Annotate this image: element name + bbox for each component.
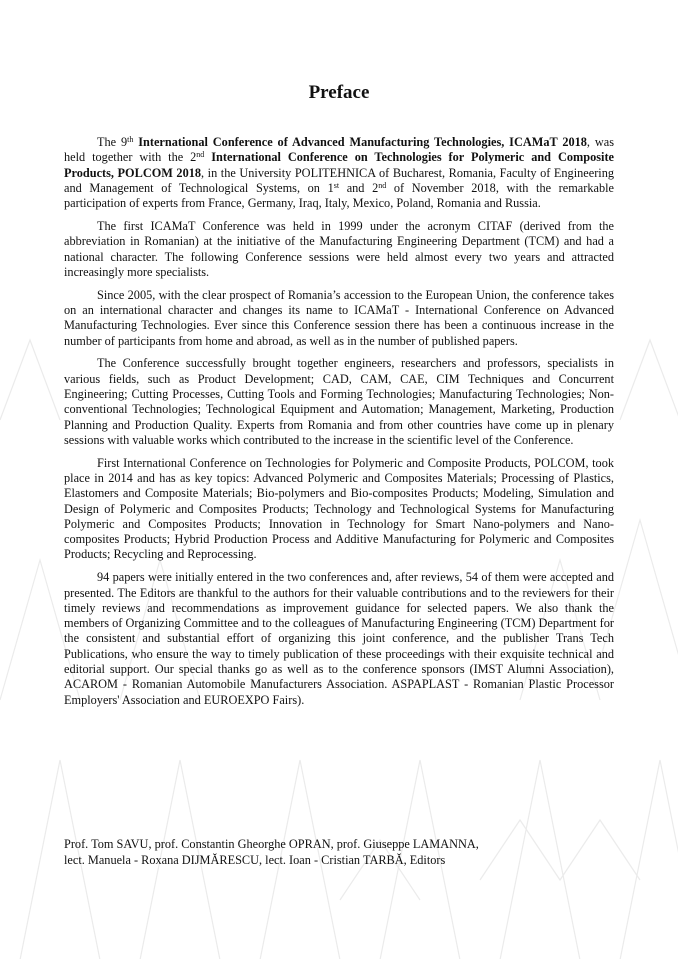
signature-line-1: Prof. Tom SAVU, prof. Constantin Gheorghe OPRAN, prof. Giuseppe LAMANNA, bbox=[64, 837, 479, 851]
preface-body bbox=[64, 135, 614, 715]
paragraph-international-character: Since 2005, with the clear prospect of Romania’s accession to the European Union, the conference takes on an international character and changes its name to ICAMaT - International Conference on Advanced Manufacturing Technologies. Ever since this Conference session there has been a continuous increase in the number of participants from home and abroad, as well as in the number of published papers. bbox=[64, 287, 614, 348]
text-segment: of November 2018, with the remarkable participation of experts from France, Germany, Iraq, Italy, Mexico, Poland, Romania and Russia. bbox=[64, 180, 614, 211]
paragraph-acknowledgements: 94 papers were initially entered in the two conferences and, after reviews, 54 of them were accepted and presented. The Editors are thankful to the authors for their valuable contributions and to the reviewers for their timely reviews and recommendations as improvement guidance for selected papers. We also thank the members of Organizing Committee and to the colleagues of Manufacturing Engineering (TCM) Department for the consistent and substantial effort of organizing this joint conference, and the publisher Trans Tech Publications, who ensure the way to timely publication of these proceedings with their exquisite technical and editorial support. Our special thanks go as well as to the conference sponsors (IMST Alumni Association), ACAROM - Romanian Automobile Manufacturers Association. ASPAPLAST - Romanian Plastic Processor Employers' Association and EUROEXPO Fairs). bbox=[64, 570, 614, 707]
paragraph-icamat-history: The first ICAMaT Conference was held in 1999 under the acronym CITAF (derived from the abbreviation in Romanian) at the initiative of the Manufacturing Engineering Department (TCM) and had a national character. The following Conference sessions were held almost every two years and attracted increasingly more specialists. bbox=[64, 218, 614, 279]
paragraph-polcom-topics: First International Conference on Technologies for Polymeric and Composite Products, POLCOM, took place in 2014 and has as key topics: Advanced Polymeric and Composites Materials; Processing of Plastics, Elastomers and Composite Materials; Bio-polymers and Bio-composites Products; Modeling, Simulation and Design of Polymeric and Composites Products; Technology and Technological Systems for Manufacturing Polymeric and Composites Products; Innovation in Technology for Smart Nano-polymers and Nano-composites Products; Hybrid Production Process and Additive Manufacturing for Polymeric and Composites Products; Recycling and Reprocessing. bbox=[64, 455, 614, 562]
signature-line-2: lect. Manuela - Roxana DIJMĂRESCU, lect. Ioan - Cristian TARBĂ, Editors bbox=[64, 853, 446, 867]
text-segment: , was held together with the 2 bbox=[64, 135, 614, 165]
text-segment: and 2 bbox=[339, 180, 379, 195]
paragraph-conference-intro bbox=[64, 135, 614, 211]
polcom-conference-name: International Conference on Technologies for Polymeric and Composite Products, POLCOM 2018 bbox=[64, 150, 614, 180]
superscript: nd bbox=[378, 180, 387, 190]
icamat-conference-name: International Conference of Advanced Manufacturing Technologies, ICAMaT 2018 bbox=[138, 135, 587, 149]
text-segment: The 9 bbox=[97, 135, 128, 149]
paragraph-conference-fields: The Conference successfully brought together engineers, researchers and professors, specialists in various fields, such as Product Development; CAD, CAM, CAE, CIM Techniques and Concurrent Engineering; Cutting Processes, Cutting Tools and Forming Technologies; Manufacturing Technologies; Non-conventional Technologies; Technological Equipment and Automation; Management, Marketing, Production Planning and Production Quality. Experts from Romania and from other countries have come up in plenary sessions with valuable works which contributed to the increase in the scientific level of the Conference. bbox=[64, 356, 614, 447]
page-title: Preface bbox=[308, 82, 370, 103]
superscript: th bbox=[127, 135, 134, 144]
editors-signature bbox=[64, 836, 624, 868]
superscript: nd bbox=[196, 150, 205, 160]
superscript: st bbox=[333, 180, 340, 190]
text-segment: , in the University POLITEHNICA of Bucharest, Romania, Faculty of Engineering and Management of Technological Systems, on 1 bbox=[64, 165, 614, 195]
